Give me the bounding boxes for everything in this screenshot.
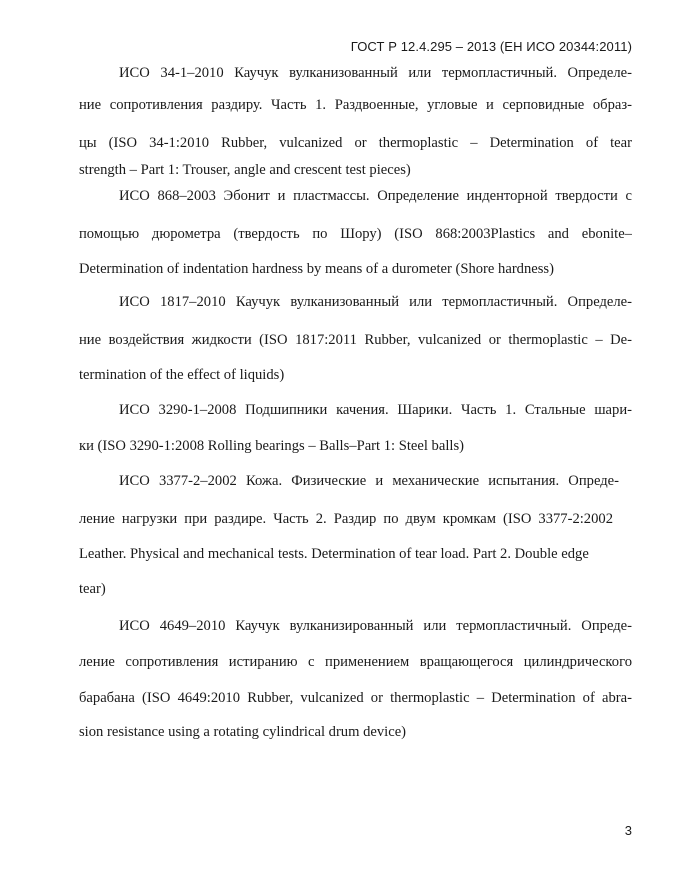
text-line: ление нагрузки при раздире. Часть 2. Раздир по двум кромкам (ISO 3377-2:2002: [79, 511, 613, 527]
text-line: strength – Part 1: Trouser, angle and crescent test pieces): [79, 162, 411, 178]
document-header: ГОСТ Р 12.4.295 – 2013 (ЕН ИСО 20344:2011): [350, 39, 632, 54]
text-line: барабана (ISO 4649:2010 Rubber, vulcanized or thermoplastic – Determination of abra-: [79, 690, 632, 706]
text-line: помощью дюрометра (твердость по Шору) (ISO 868:2003Plastics and ebonite–: [79, 226, 632, 242]
page-number: 3: [624, 823, 632, 838]
text-line: ИСО 3290-1–2008 Подшипники качения. Шарики. Часть 1. Стальные шари-: [119, 402, 632, 418]
text-line: Leather. Physical and mechanical tests. Determination of tear load. Part 2. Double edge: [79, 546, 589, 562]
text-line: ление сопротивления истиранию с применением вращающегося цилиндрического: [79, 654, 632, 670]
text-line: ИСО 34-1–2010 Каучук вулканизованный или термопластичный. Определе-: [119, 65, 632, 81]
text-line: ИСО 4649–2010 Каучук вулканизированный или термопластичный. Опреде-: [119, 618, 632, 634]
text-line: ИСО 1817–2010 Каучук вулканизованный или термопластичный. Определе-: [119, 294, 632, 310]
text-line: Determination of indentation hardness by means of a durometer (Shore hardness): [79, 261, 554, 277]
text-line: sion resistance using a rotating cylindrical drum device): [79, 724, 407, 740]
text-line: цы (ISO 34-1:2010 Rubber, vulcanized or thermoplastic – Determination of tear: [79, 135, 632, 151]
text-line: ние воздействия жидкости (ISO 1817:2011 Rubber, vulcanized or thermoplastic – De-: [79, 332, 632, 348]
text-line: ки (ISO 3290-1:2008 Rolling bearings – Balls–Part 1: Steel balls): [79, 438, 464, 454]
text-line: ние сопротивления раздиру. Часть 1. Раздвоенные, угловые и серповидные образ-: [79, 97, 632, 113]
text-line: ИСО 868–2003 Эбонит и пластмассы. Определение инденторной твердости с: [119, 188, 632, 204]
text-line: termination of the effect of liquids): [79, 367, 285, 383]
text-line: ИСО 3377-2–2002 Кожа. Физические и механические испытания. Опреде-: [119, 473, 619, 489]
text-line: tear): [79, 581, 106, 597]
